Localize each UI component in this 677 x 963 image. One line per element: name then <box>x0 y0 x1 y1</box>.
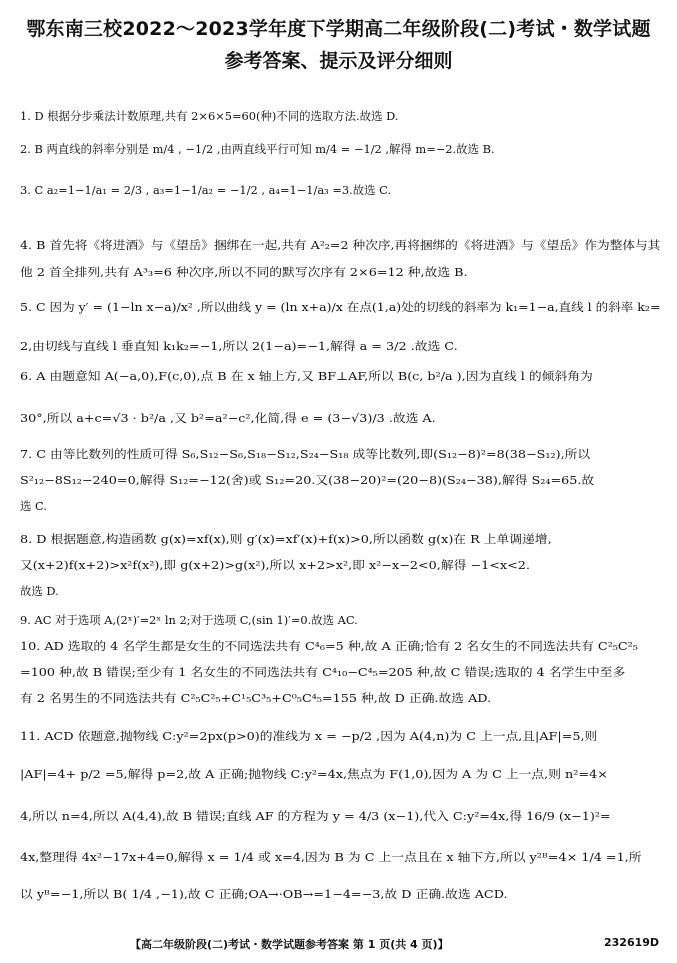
answer-line: 10. AD 选取的 4 名学生都是女生的不同选法共有 C⁴₆=5 种,故 A 正确;恰有 2 名女生的不同选法共有 C²₅C²₅ <box>20 639 638 653</box>
answer-line: 7. C 由等比数列的性质可得 S₆,S₁₂−S₆,S₁₈−S₁₂,S₂₄−S₁₈ 成等比数列,即(S₁₂−8)²=8(38−S₁₂),所以 <box>20 447 591 461</box>
answer-line: 9. AC 对于选项 A,(2ˣ)′=2ˣ ln 2;对于选项 C,(sin 1)′=0.故选 AC. <box>20 613 358 627</box>
answer-line: 选 C. <box>20 499 47 513</box>
answer-line: 2. B 两直线的斜率分别是 m/4 , −1/2 ,由两直线平行可知 m/4 = −1/2 ,解得 m=−2.故选 B. <box>20 142 495 156</box>
answer-line: S²₁₂−8S₁₂−240=0,解得 S₁₂=−12(舍)或 S₁₂=20.又(38−20)²=(20−8)(S₂₄−38),解得 S₂₄=65.故 <box>20 473 595 487</box>
answer-line: 有 2 名男生的不同选法共有 C²₅C²₅+C¹₅C³₅+C⁰₅C⁴₅=155 种,故 D 正确.故选 AD. <box>20 691 492 705</box>
footer-code: 232619D <box>604 936 660 949</box>
page-title: 鄂东南三校2022～2023学年度下学期高二年级阶段(二)考试・数学试题 <box>26 18 651 40</box>
answer-line: 4,所以 n=4,所以 A(4,4),故 B 错误;直线 AF 的方程为 y = 4/3 (x−1),代入 C:y²=4x,得 16/9 (x−1)²= <box>20 809 611 823</box>
answer-line: 3. C a₂=1−1/a₁ = 2/3 , a₃=1−1/a₂ = −1/2 , a₄=1−1/a₃ =3.故选 C. <box>20 183 392 197</box>
answer-line: 11. ACD 依题意,抛物线 C:y²=2px(p>0)的准线为 x = −p/2 ,因为 A(4,n)为 C 上一点,且|AF|=5,则 <box>20 729 598 743</box>
answer-line: 8. D 根据题意,构造函数 g(x)=xf(x),则 g′(x)=xf′(x)+f(x)>0,所以函数 g(x)在 R 上单调递增, <box>20 532 552 546</box>
answer-line: 30°,所以 a+c=√3 · b²/a ,又 b²=a²−c²,化简,得 e = (3−√3)/3 .故选 A. <box>20 411 436 425</box>
answer-line: =100 种,故 B 错误;至少有 1 名女生的不同选法共有 C⁴₁₀−C⁴₅=205 种,故 C 错误;选取的 4 名学生中至多 <box>20 665 626 679</box>
answer-line: 1. D 根据分步乘法计数原理,共有 2×6×5=60(种)不同的选取方法.故选 D. <box>20 109 399 123</box>
answer-line: 4x,整理得 4x²−17x+4=0,解得 x = 1/4 或 x=4,因为 B 为 C 上一点且在 x 轴下方,所以 y²ᴮ=4× 1/4 =1,所 <box>20 850 642 864</box>
footer-text: 【高二年级阶段(二)考试・数学试题参考答案 第 1 页(共 4 页)】 <box>130 938 449 951</box>
answer-line: 2,由切线与直线 l 垂直知 k₁k₂=−1,所以 2(1−a)=−1,解得 a = 3/2 .故选 C. <box>20 339 458 353</box>
answer-line: 5. C 因为 y′ = (1−ln x−a)/x² ,所以曲线 y = (ln x+a)/x 在点(1,a)处的切线的斜率为 k₁=1−a,直线 l 的斜率 k₂= <box>20 300 661 314</box>
answer-line: 6. A 由题意知 A(−a,0),F(c,0),点 B 在 x 轴上方,又 BF⊥AF,所以 B(c, b²/a ),因为直线 l 的倾斜角为 <box>20 369 593 383</box>
page-subtitle: 参考答案、提示及评分细则 <box>224 50 453 72</box>
answer-line: |AF|=4+ p/2 =5,解得 p=2,故 A 正确;抛物线 C:y²=4x,焦点为 F(1,0),因为 A 为 C 上一点,则 n²=4× <box>20 767 608 781</box>
answer-line: 4. B 首先将《将进酒》与《望岳》捆绑在一起,共有 A²₂=2 种次序,再将捆绑的《将进酒》与《望岳》作为整体与其 <box>20 238 661 252</box>
answer-line: 他 2 首全排列,共有 A³₃=6 种次序,所以不同的默写次序有 2×6=12 种,故选 B. <box>20 265 468 279</box>
answer-line: 故选 D. <box>20 584 59 598</box>
answer-line: 又(x+2)f(x+2)>x²f(x²),即 g(x+2)>g(x²),所以 x+2>x²,即 x²−x−2<0,解得 −1<x<2. <box>20 558 530 572</box>
answer-line: 以 yᴮ=−1,所以 B( 1/4 ,−1),故 C 正确;OA→·OB→=1−4=−3,故 D 正确.故选 ACD. <box>20 887 508 901</box>
